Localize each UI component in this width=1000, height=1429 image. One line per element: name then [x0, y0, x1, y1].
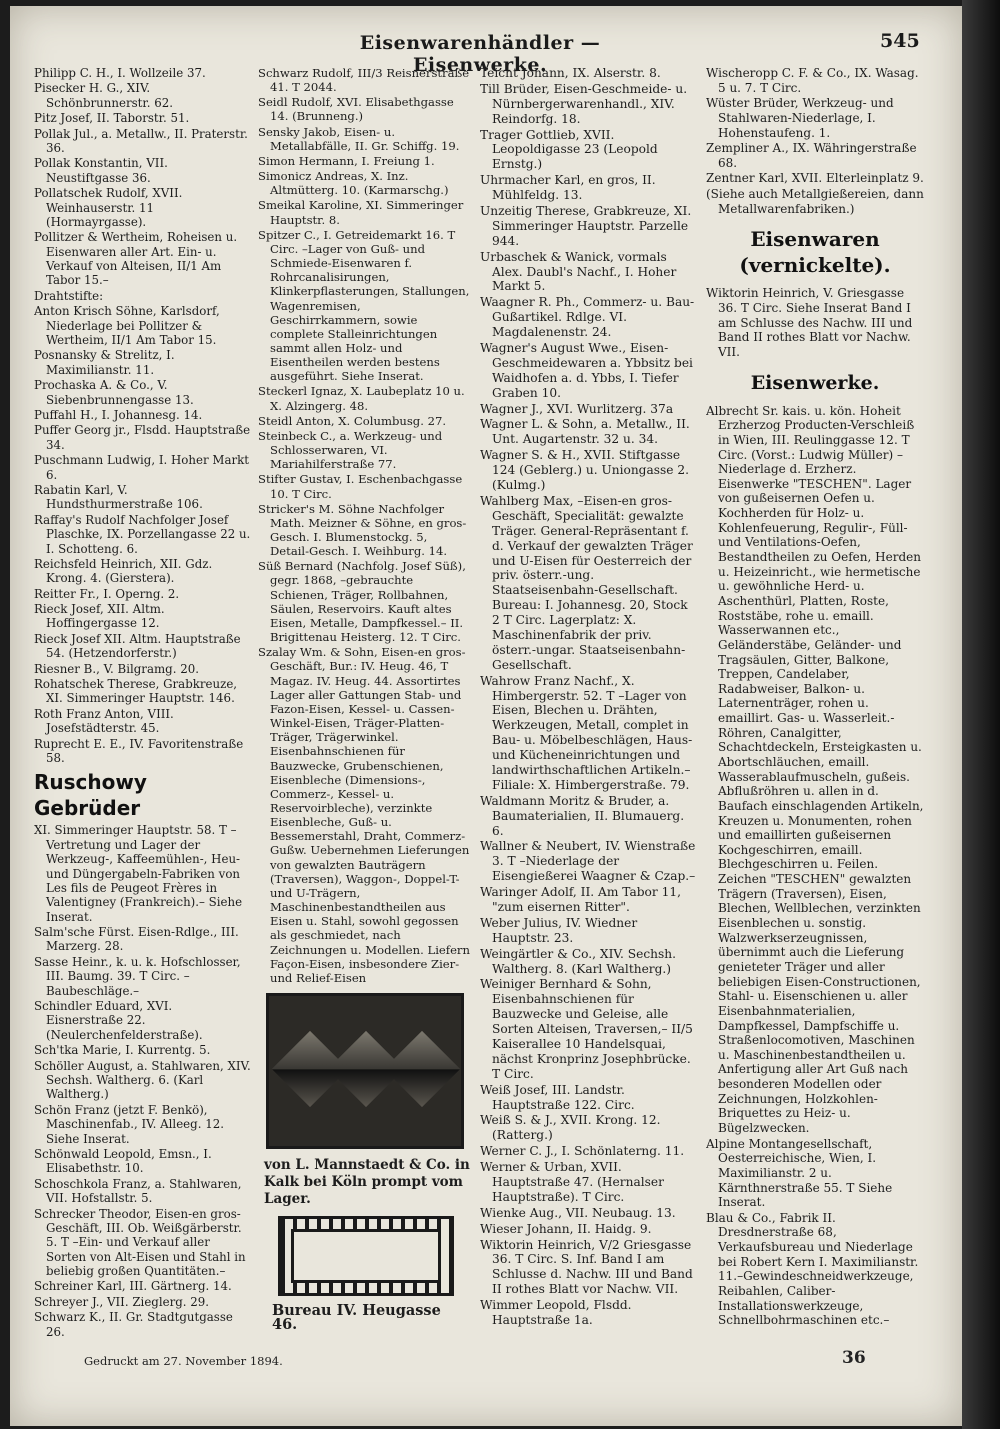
directory-entry: Reichsfeld Heinrich, XII. Gdz. Krong. 4. (Gierstera).	[34, 556, 213, 586]
directory-entry: Blau & Co., Fabrik II. Dresdnerstraße 68, Verkaufsbureau und Niederlage bei Robert Kern I. Maximilianstr. 11.–Gewindeschneidwerkzeuge, Reibahlen, Caliber-Installationswerkzeuge, Schnellbohrmaschinen etc.–	[706, 1210, 919, 1328]
directory-entry: Stifter Gustav, I. Eschenbachgasse 10. T Circ.	[258, 472, 463, 501]
directory-entry: Rieck Josef XII. Altm. Hauptstraße 54. (Hetzendorferstr.)	[34, 631, 241, 661]
directory-entry: Steckerl Ignaz, X. Laubeplatz 10 u. X. Alzingerg. 48.	[258, 384, 465, 413]
column-1-entries	[34, 66, 252, 765]
directory-entry: Simonicz Andreas, X. Inz. Altmütterg. 10. (Karmarschg.)	[258, 169, 449, 198]
directory-entry: Wiktorin Heinrich, V/2 Griesgasse 36. T Circ. S. Inf. Band I am Schlusse d. Nachw. III und Band II rothes Blatt vor Nachw. VII.	[480, 1237, 693, 1297]
book-spine-edge	[962, 0, 1000, 1429]
directory-entry: Wiktorin Heinrich, V. Griesgasse 36. T Circ. Siehe Inserat Band I am Schlusse des Nachw. III und Band II rothes Blatt vor Nachw. VII.	[706, 286, 913, 359]
directory-entry: Alpine Montangesellschaft, Oesterreichische, Wien, I. Maximilianstr. 2 u. Kärnthnerstraße 55. T Siehe Inserat.	[706, 1136, 893, 1210]
directory-entry: Waldmann Moritz & Bruder, a. Baumaterialien, II. Blumauerg. 6.	[480, 793, 685, 838]
directory-entry: Pisecker H. G., XIV. Schönbrunnerstr. 62.	[34, 81, 173, 110]
section-2-entries	[706, 404, 924, 1328]
directory-entry: Philipp C. H., I. Wollzeile 37.	[34, 66, 206, 80]
directory-entry: Trager Gottlieb, XVII. Leopoldigasse 23 (Leopold Ernstg.)	[480, 127, 658, 172]
directory-entry: Weiniger Bernhard & Sohn, Eisenbahnschienen für Bauzwecke und Geleise, alle Sorten Alteisen, Traversen,– II/5 Kaiserallee 10 Handelsquai, nächst Kronprinz Josephbrücke. T Circ.	[480, 977, 693, 1081]
directory-entry: Wahrow Franz Nachf., X. Himbergerstr. 52. T –Lager von Eisen, Blechen u. Drähten, Werkzeugen, Metall, complet in Bau- u. Möbelbeschlägen, Haus- und Kücheneinrichtungen und landwirthschaftlichen Artikeln.– Filiale: X. Himbergerstraße. 79.	[480, 673, 693, 792]
directory-entry: Schreiner Karl, III. Gärtnerg. 14.	[34, 1279, 232, 1294]
directory-entry: Zempliner A., IX. Währingerstraße 68.	[706, 141, 917, 170]
meander-profile-illustration	[278, 1216, 454, 1296]
directory-entry: Steidl Anton, X. Columbusg. 27.	[258, 413, 447, 428]
directory-entry: Seidl Rudolf, XVI. Elisabethgasse 14. (Brunneng.)	[258, 95, 454, 124]
directory-entry: Schrecker Theodor, Eisen-en gros-Geschäft, III. Ob. Weißgärberstr. 5. T –Ein- und Verkauf aller Sorten von Alt-Eisen und Stahl in beliebig großen Quantitäten.–	[34, 1206, 246, 1279]
ruschowy-heading: Ruschowy Gebrüder	[34, 770, 147, 821]
page-title: Eisenwarenhändler — Eisenwerke.	[359, 32, 601, 76]
print-date: Gedruckt am 27. November 1894.	[84, 1354, 283, 1368]
directory-entry: Wagner J., XVI. Wurlitzerg. 37a	[480, 401, 674, 416]
directory-entry: Steinbeck C., a. Werkzeug- und Schlosserwaren, VI. Mariahilferstraße 77.	[258, 428, 443, 472]
directory-entry: Uhrmacher Karl, en gros, II. Mühlfeldg. 13.	[480, 173, 656, 203]
directory-entry: Wagner L. & Sohn, a. Metallw., II. Unt. Augartenstr. 32 u. 34.	[480, 417, 690, 447]
relief-diamond-3	[384, 1031, 460, 1107]
directory-entry: Pollatschek Rudolf, XVII. Weinhauserstr. 11 (Hormayrgasse).	[34, 186, 183, 229]
directory-entry: Riesner B., V. Bilgramg. 20.	[34, 661, 199, 676]
ad-caption: von L. Mannstaedt & Co. in Kalk bei Köln prompt vom Lager.	[264, 1157, 470, 1207]
directory-entry: Schindler Eduard, XVI. Eisnerstraße 22. (Neulerchenfelderstraße).	[34, 999, 203, 1042]
directory-entry: Pollak Konstantin, VII. Neustiftgasse 36.	[34, 156, 168, 185]
column-3	[480, 66, 698, 1329]
column-1	[34, 66, 252, 1340]
column-2	[258, 66, 470, 1332]
directory-entry: Prochaska A. & Co., V. Siebenbrunnengasse 13.	[34, 378, 194, 407]
directory-entry: Weingärtler & Co., XIV. Sechsh. Waltherg. 8. (Karl Waltherg.)	[480, 946, 677, 976]
directory-entry: Urbaschek & Wanick, vormals Alex. Daubl's Nachf., I. Hoher Markt 5.	[480, 249, 677, 294]
directory-entry: Zentner Karl, XVII. Elterleinplatz 9.	[706, 171, 924, 186]
column-1b-entries	[34, 823, 252, 1339]
directory-entry: Schwarz K., II. Gr. Stadtgutgasse 26.	[34, 1310, 233, 1339]
directory-entry: Werner & Urban, XVII. Hauptstraße 47. (Hernalser Hauptstraße). T Circ.	[480, 1160, 664, 1204]
directory-entry: Salm'sche Fürst. Eisen-Rdlge., III. Marzerg. 28.	[34, 925, 239, 954]
directory-entry: Sch'tka Marie, I. Kurrentg. 5.	[34, 1043, 211, 1058]
directory-entry: Schön Franz (jetzt F. Benkö), Maschinenfab., IV. Alleeg. 12. Siehe Inserat.	[34, 1102, 224, 1146]
directory-entry: Pollak Jul., a. Metallw., II. Praterstr. 36.	[34, 126, 248, 155]
column-3-entries	[480, 66, 698, 1328]
directory-entry: Wagner's August Wwe., Eisen-Geschmeidewaren a. Ybbsitz bei Waidhofen a. d. Ybbs, I. Tiefer Graben 10.	[480, 341, 693, 400]
directory-entry: Rohatschek Therese, Grabkreuze, XI. Simmeringer Hauptstr. 146.	[34, 677, 238, 706]
directory-entry: Puschmann Ludwig, I. Hoher Markt 6.	[34, 453, 250, 482]
directory-entry: Till Brüder, Eisen-Geschmeide- u. Nürnbergerwarenhandl., XIV. Reindorfg. 18.	[480, 81, 688, 126]
directory-entry: Rieck Josef, XII. Altm. Hoffingergasse 12.	[34, 602, 165, 631]
directory-entry: Ruprecht E. E., IV. Favoritenstraße 58.	[34, 736, 244, 765]
directory-entry: Pollitzer & Wertheim, Roheisen u. Eisenwaren aller Art. Ein- u. Verkauf von Alteisen, II/1 Am Tabor 15.–	[34, 230, 238, 288]
directory-entry: Sensky Jakob, Eisen- u. Metallabfälle, II. Gr. Schiffg. 19.	[258, 124, 460, 153]
ad-bureau-address: Bureau IV. Heugasse 46.	[272, 1302, 441, 1333]
directory-entry: Weber Julius, IV. Wiedner Hauptstr. 23.	[480, 915, 638, 945]
directory-entry: Roth Franz Anton, VIII. Josefstädterstr. 45.	[34, 706, 174, 736]
directory-entry: Schreyer J., VII. Zieglerg. 29.	[34, 1294, 210, 1309]
directory-entry: XI. Simmeringer Hauptstr. 58. T –Vertretung und Lager der Werkzeug-, Kaffeemühlen-, Heu- und Düngergabeln-Fabriken von Les fils de Peugeot Frères in Valentigney (Frankreich).– Siehe Inserat.	[34, 823, 243, 924]
directory-entry: Waagner R. Ph., Commerz- u. Bau-Gußartikel. Rdlge. VI. Magdalenenstr. 24.	[480, 295, 695, 340]
directory-entry: Wüster Brüder, Werkzeug- und Stahlwaren-Niederlage, I. Hohenstaufeng. 1.	[706, 96, 894, 140]
directory-entry: Schwarz Rudolf, III/3 Reisnerstraße 41. T 2044.	[258, 66, 470, 95]
directory-entry: Werner C. J., I. Schönlaterng. 11.	[480, 1144, 685, 1159]
section-heading-eisenwerke: Eisenwerke.	[750, 371, 880, 394]
section-1-entries	[706, 286, 924, 359]
column-4-entries	[706, 66, 924, 216]
directory-entry: Szalay Wm. & Sohn, Eisen-en gros-Geschäft, Bur.: IV. Heug. 46, T Magaz. IV. Heug. 44. Assortirtes Lager aller Gattungen Stab- und Fazon-Eisen, Kessel- u. Cassen-Winkel-Eisen, Träger-Platten-Träger, Trägerwinkel. Eisenbahnschienen für Bauzwecke, Grubenschienen, Eisenbleche (Dimensions-, Commerz-, Kessel- u. Reservoirbleche), verzinkte Eisenbleche, Guß- u. Bessemerstahl, Draht, Commerz-Gußw. Uebernehmen Lieferungen von gewalzten Bauträgern (Traversen), Waggon-, Doppel-T- und U-Trägern, Maschinenbestandtheilen aus Eisen u. Stahl, sowohl gegossen als geschmiedet, nach Zeichnungen u. Modellen. Liefern Façon-Eisen, insbesondere Zier- und Relief-Eisen	[258, 645, 470, 985]
page-number: 545	[880, 30, 920, 52]
directory-entry: Wischeropp C. F. & Co., IX. Wasag. 5 u. 7. T Circ.	[706, 66, 919, 95]
directory-entry: Stricker's M. Söhne Nachfolger Math. Meizner & Söhne, en gros-Gesch. I. Blumenstockg. 5, Detail-Gesch. I. Weihburg. 14.	[258, 501, 467, 559]
directory-entry: Reitter Fr., I. Operng. 2.	[34, 586, 180, 601]
directory-entry: Puffer Georg jr., Flsdd. Hauptstraße 34.	[34, 423, 251, 452]
directory-entry: Spitzer C., I. Getreidemarkt 16. T Circ. –Lager von Guß- und Schmiede-Eisenwaren f. Rohrcanalisirungen, Klinkerpflasterungen, Stallungen, Wagenremisen, Geschirrkammern, sowie complete Stalleinrichtungen sammt allen Holz- und Eisentheilen werden bestens ausgeführt. Siehe Inserat.	[258, 227, 470, 384]
directory-entry: Anton Krisch Söhne, Karlsdorf, Niederlage bei Pollitzer & Wertheim, II/1 Am Tabor 15.	[34, 304, 220, 348]
directory-entry: Unzeitig Therese, Grabkreuze, XI. Simmeringer Hauptstr. Parzelle 944.	[480, 204, 692, 248]
directory-entry: Schoschkola Franz, a. Stahlwaren, VII. Hofstallstr. 5.	[34, 1176, 242, 1206]
directory-entry: Rabatin Karl, V. Hundsthurmerstraße 106.	[34, 482, 203, 512]
directory-entry: Pitz Josef, II. Taborstr. 51.	[34, 111, 190, 126]
directory-entry: Wahlberg Max, –Eisen-en gros-Geschäft, Specialität: gewalzte Träger. General-Repräsentant f. d. Verkauf der gewalzten Träger und U-Eisen für Oesterreich der priv. österr.-ung. Staatseisenbahn-Gesellschaft. Bureau: I. Johannesg. 20, Stock 2 T Circ. Lagerplatz: X. Maschinenfabrik der priv. österr.-ungar. Staatseisenbahn-Gesellschaft.	[480, 493, 693, 672]
directory-entry: Wagner S. & H., XVII. Stiftgasse 124 (Geblerg.) u. Uniongasse 2. (Kulmg.)	[480, 448, 689, 493]
directory-entry: Wallner & Neubert, IV. Wienstraße 3. T –Niederlage der Eisengießerei Waagner & Czap.–	[480, 839, 696, 884]
directory-entry: Raffay's Rudolf Nachfolger Josef Plaschke, IX. Porzellangasse 22 u. I. Schotteng. 6.	[34, 512, 251, 556]
sheet-number: 36	[842, 1348, 866, 1368]
column-2-entries	[258, 66, 470, 985]
iron-profile-illustration	[266, 993, 464, 1149]
directory-entry: Smeikal Karoline, XI. Simmeringer Hauptstr. 8.	[258, 198, 464, 227]
directory-entry: Schönwald Leopold, Emsn., I. Elisabethstr. 10.	[34, 1146, 212, 1176]
directory-entry: Weiß S. & J., XVII. Krong. 12. (Ratterg.)	[480, 1113, 661, 1143]
directory-entry: Wieser Johann, II. Haidg. 9.	[480, 1221, 652, 1236]
directory-entry: Albrecht Sr. kais. u. kön. Hoheit Erzherzog Producten-Verschleiß in Wien, III. Reulinggasse 12. T Circ. (Vorst.: Ludwig Müller) –Niederlage d. Erzherz. Eisenwerke "TESCHEN". Lager von gußeisernen Oefen u. Kochherden für Holz- u. Kohlenfeuerung, Regulir-, Füll- und Ventilations-Oefen, Bestandtheilen zu Oefen, Herden u. Heizeinricht., wie hermetische u. gewöhnliche Herd- u. Aschenthürl, Platten, Roste, Roststäbe, rohe u. emaill. Wasserwannen etc., Geländerstäbe, Geländer- und Tragsäulen, Gitter, Balkone, Treppen, Candelaber, Radabweiser, Balkon- u. Laternenträger, rohen u. emaillirt. Gas- u. Wasserleit.-Röhren, Canalgitter, Schachtdeckeln, Ersteigkasten u. Abortschläuchen, emaill. Wasserablaufmuscheln, gußeis. Abflußröhren u. allen in d. Baufach einschlagenden Artikeln, Kreuzen u. Monumenten, rohen und emaillirten gußeisernen Kochgeschirren, emaill. Blechgeschirren u. Feilen. Zeichen "TESCHEN" gewalzten Trägern (Traversen), Eisen, Blechen, Wellblechen, verzinkten Eisenblechen u. sonstig. Walzwerkserzeugnissen, übernimmt auch die Lieferung genieteter Träger und aller beliebigen Eisen-Constructionen, Stahl- u. Eisenschienen u. aller Eisenbahnmaterialien, Dampfkessel, Dampfschiffe u. Straßenlocomotiven, Maschinen u. Maschinenbestandtheilen u. Anfertigung aller Art Guß nach besonderen Modellen oder Zeichnungen, Holzkohlen-Briquettes zu Heiz- u. Bügelzwecken.	[706, 403, 924, 1135]
directory-entry: Schöller August, a. Stahlwaren, XIV. Sechsh. Waltherg. 6. (Karl Waltherg.)	[34, 1058, 251, 1102]
directory-entry: Sasse Heinr., k. u. k. Hofschlosser, III. Baumg. 39. T Circ. –Baubeschläge.–	[34, 954, 241, 998]
directory-entry: Wienke Aug., VII. Neubaug. 13.	[480, 1205, 676, 1220]
column-4	[706, 66, 924, 1329]
section-heading-eisenwaren-vernickelte: Eisenwaren (vernickelte).	[739, 227, 891, 278]
directory-entry: Weiß Josef, III. Landstr. Hauptstraße 122. Circ.	[480, 1082, 635, 1112]
directory-entry: Wimmer Leopold, Flsdd. Hauptstraße 1a.	[480, 1298, 632, 1328]
directory-entry: Waringer Adolf, II. Am Tabor 11, "zum eisernen Ritter".	[480, 885, 681, 914]
directory-entry: Simon Hermann, I. Freiung 1.	[258, 153, 435, 168]
directory-entry: Drahtstifte:	[34, 288, 104, 303]
directory-entry: Puffahl H., I. Johannesg. 14.	[34, 407, 203, 422]
directory-entry: Teicht Johann, IX. Alserstr. 8.	[480, 66, 661, 80]
directory-entry: (Siehe auch Metallgießereien, dann Metallwarenfabriken.)	[706, 187, 924, 216]
directory-entry: Posnansky & Strelitz, I. Maximilianstr. 11.	[34, 348, 175, 377]
directory-entry: Süß Bernard (Nachfolg. Josef Süß), gegr. 1868, –gebrauchte Schienen, Träger, Rollbahnen, Säulen, Reservoirs. Kauft altes Eisen, Metalle, Dampfkessel.– II. Brigittenau Heisterg. 12. T Circ.	[258, 559, 466, 645]
